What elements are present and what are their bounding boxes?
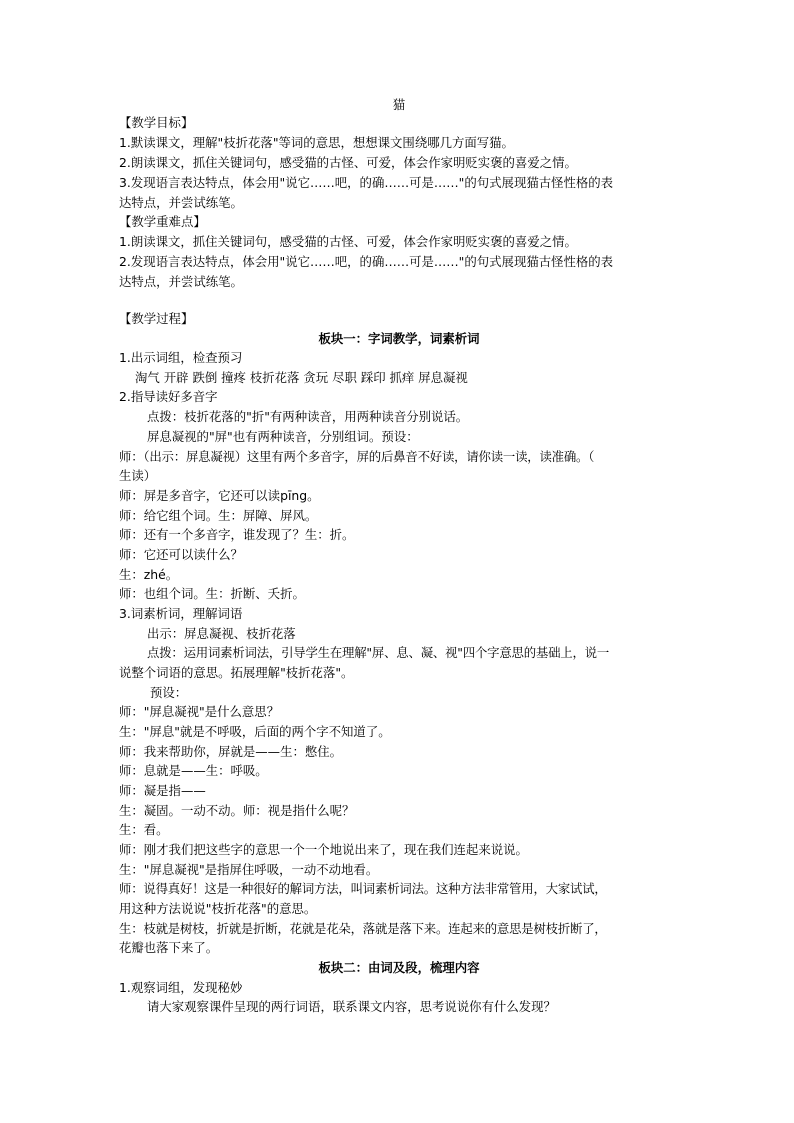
block2-line: 1.观察词组，发现秘妙: [119, 980, 243, 995]
block1-line: 师：凝是指——: [119, 783, 206, 798]
block1-line: 2.指导读好多音字: [119, 389, 218, 404]
block1-line: 师：刚才我们把这些字的意思一个一个地说出来了，现在我们连起来说说。: [119, 842, 528, 857]
block1-line: 生："屏息"就是不呼吸，后面的两个字不知道了。: [119, 724, 391, 739]
block1-line: 师：给它组个词。生：屏障、屏风。: [119, 508, 318, 523]
goal-line: 达特点，并尝试练笔。: [119, 195, 243, 210]
goals-header: 【教学目标】: [119, 115, 194, 130]
block2-title: 板块二：由词及段，梳理内容: [318, 960, 480, 975]
block1-line: 师：（出示：屏息凝视）这里有两个多音字，屏的后鼻音不好读，请你读一读，读准确。（: [119, 449, 595, 464]
block1-line: 生：看。: [119, 822, 169, 837]
block1-title: 板块一：字词教学，词素析词: [318, 331, 480, 346]
block1-line: 点拨：运用词素析词法，引导学生在理解"屏、息、凝、视"四个字意思的基础上，说一: [147, 645, 610, 660]
block1-line: 师：息就是——生：呼吸。: [119, 763, 268, 778]
block1-line: 生：枝就是树枝，折就是折断，花就是花朵，落就是落下来。连起来的意思是树枝折断了，: [119, 921, 607, 936]
block1-line: 生："屏息凝视"是指屏住呼吸，一动不动地看。: [119, 862, 379, 877]
block1-line: 师："屏息凝视"是什么意思？: [119, 704, 280, 719]
block2-line: 请大家观察课件呈现的两行词语，联系课文内容，思考说说你有什么发现？: [147, 999, 556, 1014]
block1-line: 用这种方法说说"枝折花落"的意思。: [119, 901, 317, 916]
key-header: 【教学重难点】: [119, 214, 206, 229]
goal-line: 2.朗读课文，抓住关键词句，感受猫的古怪、可爱，体会作家明贬实褒的喜爱之情。: [119, 155, 577, 170]
block1-line: 生：凝固。一动不动。师：视是指什么呢？: [119, 803, 355, 818]
block1-line: 生读）: [119, 468, 157, 483]
block1-line: 师：它还可以读什么？: [119, 547, 243, 562]
page-title: 猫: [392, 97, 406, 112]
key-line: 1.朗读课文，抓住关键词句，感受猫的古怪、可爱，体会作家明贬实褒的喜爱之情。: [119, 234, 577, 249]
block1-line: 点拨：枝折花落的"折"有两种读音，用两种读音分别说话。: [147, 409, 469, 424]
key-line: 2.发现语言表达特点，体会用"说它……吧，的确……可是……"的句式展现猫古怪性格的表: [119, 254, 614, 269]
block1-line: 淘气 开辟 跌倒 撞疼 枝折花落 贪玩 尽职 踩印 抓痒 屏息凝视: [135, 370, 468, 385]
process-header: 【教学过程】: [119, 311, 194, 326]
key-line: 达特点，并尝试练笔。: [119, 274, 243, 289]
block1-line: 师：屏是多音字，它还可以读pīng。: [119, 488, 320, 503]
block1-line: 出示：屏息凝视、枝折花落: [147, 626, 296, 641]
block1-line: 师：也组个词。生：折断、夭折。: [119, 586, 305, 601]
block1-line: 师：我来帮助你，屏就是——生：憋住。: [119, 744, 343, 759]
block1-line: 花瓣也落下来了。: [119, 940, 219, 955]
block1-line: 师：还有一个多音字，谁发现了？生：折。: [119, 527, 355, 542]
block1-line: 3.词素析词，理解词语: [119, 606, 243, 621]
goal-line: 1.默读课文，理解"枝折花落"等词的意思，想想课文围绕哪几方面写猫。: [119, 135, 514, 150]
goal-line: 3.发现语言表达特点，体会用"说它……吧，的确……可是……"的句式展现猫古怪性格的表: [119, 175, 614, 190]
block1-line: 生：zhé。: [119, 567, 179, 582]
block1-line: 师：说得真好！这是一种很好的解词方法，叫词素析词法。这种方法非常管用，大家试试，: [119, 881, 607, 896]
block1-line: 1.出示词组，检查预习: [119, 350, 243, 365]
block1-line: 屏息凝视的"屏"也有两种读音，分别组词。预设：: [147, 429, 419, 444]
block1-line: 预设：: [150, 685, 188, 700]
block1-line: 说整个词语的意思。拓展理解"枝折花落"。: [119, 665, 354, 680]
